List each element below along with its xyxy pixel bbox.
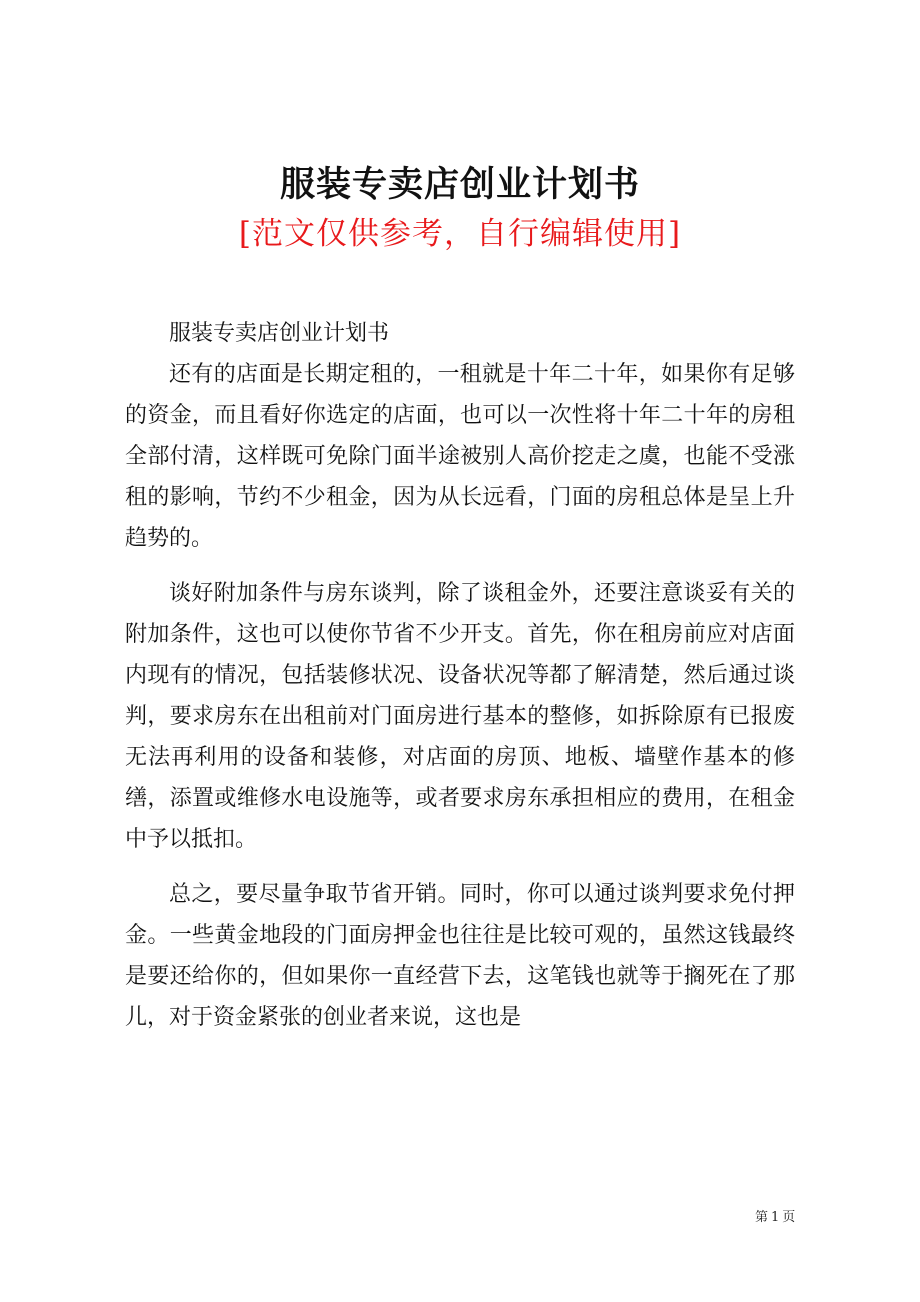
paragraph: 还有的店面是长期定租的，一租就是十年二十年，如果你有足够的资金，而且看好你选定的店面，也可以一次性将十年二十年的房租全部付清，这样既可免除门面半途被别人高价挖走之虞，也能不受涨租的影响，节约不少租金，因为从长远看，门面的房租总体是呈上升趋势的。 <box>125 362 795 551</box>
page-label-suffix: 页 <box>782 1210 796 1225</box>
page-number: 1 <box>771 1210 780 1225</box>
document-title: 服装专卖店创业计划书 <box>279 164 640 205</box>
page-footer <box>755 1208 798 1228</box>
paragraph: 谈好附加条件与房东谈判，除了谈租金外，还要注意谈妥有关的附加条件，这也可以使你节省不少开支。首先，你在租房前应对店面内现有的情况，包括装修状况、设备状况等都了解清楚，然后通过谈判，要求房东在出租前对门面房进行基本的整修，如拆除原有已报废无法再利用的设备和装修，对店面的房顶、地板、墙壁作基本的修缮，添置或维修水电设施等，或者要求房东承担相应的费用，在租金中予以抵扣。 <box>125 581 795 852</box>
page-label-prefix: 第 <box>755 1210 769 1225</box>
document-subtitle: [范文仅供参考，自行编辑使用] <box>238 216 682 252</box>
document-body <box>125 313 795 1052</box>
paragraph: 总之，要尽量争取节省开销。同时，你可以通过谈判要求免付押金。一些黄金地段的门面房押金也往往是比较可观的，虽然这钱最终是要还给你的，但如果你一直经营下去，这笔钱也就等于搁死在了那儿，对于资金紧张的创业者来说，这也是 <box>125 882 795 1030</box>
body-heading: 服装专卖店创业计划书 <box>169 321 390 346</box>
